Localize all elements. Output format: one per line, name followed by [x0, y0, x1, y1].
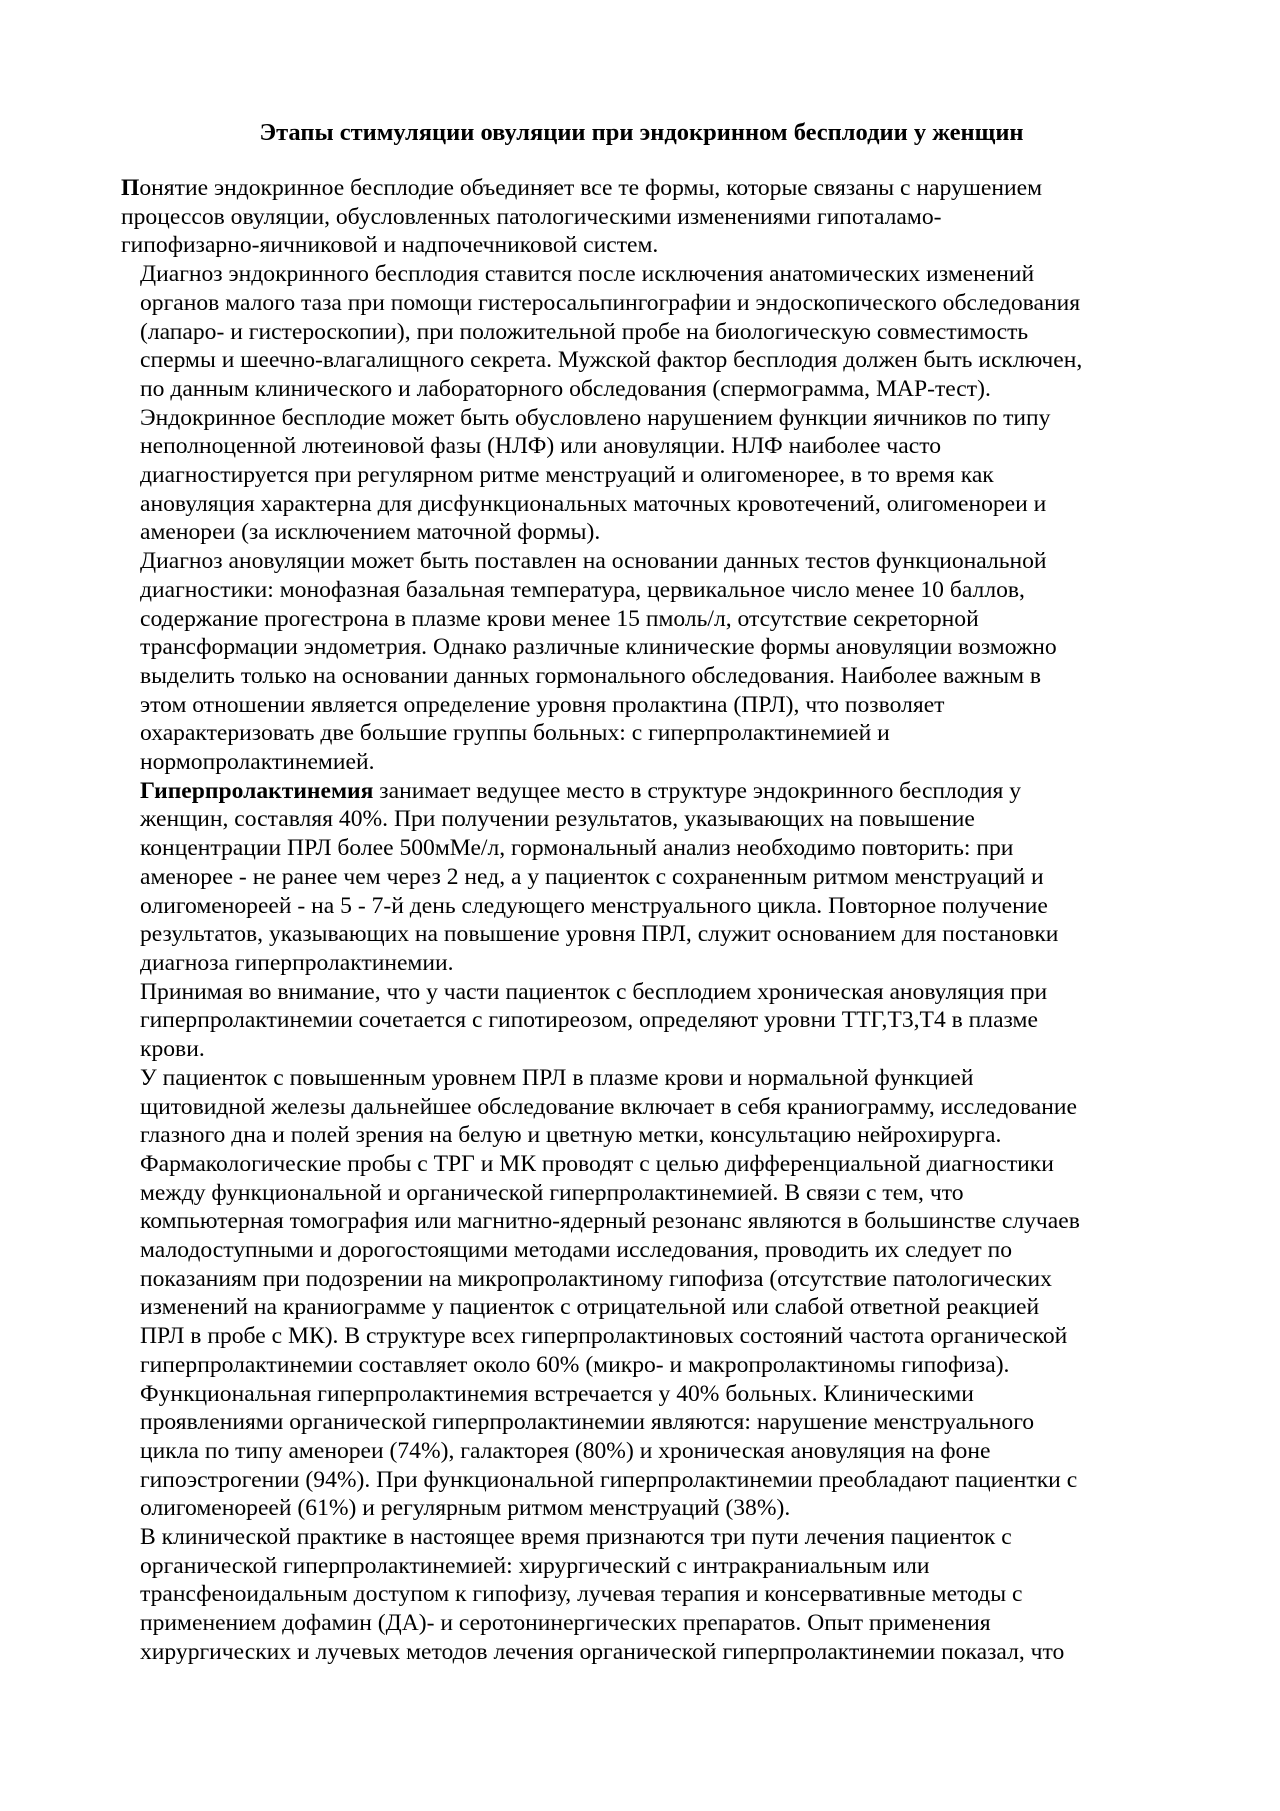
text-line: органической гиперпролактинемией: хирургический с интракраниальным или — [140, 1552, 930, 1579]
text-line: Фармакологические пробы с ТРГ и МК проводят с целью дифференциальной диагностики — [140, 1150, 1054, 1177]
text-line: диагностики: монофазная базальная температура, цервикальное число менее 10 баллов, — [140, 576, 1025, 603]
text-line: олигоменореей (61%) и регулярным ритмом менструаций (38%). — [140, 1495, 791, 1522]
text-line: изменений на краниограмме у пациенток с отрицательной или слабой ответной реакцией — [140, 1294, 1040, 1321]
drop-letter: П — [121, 175, 140, 201]
text-line: этом отношении является определение уровня пролактина (ПРЛ), что позволяет — [140, 691, 945, 718]
paragraph-diagnosis — [121, 260, 1162, 404]
text-line: Диагноз ановуляции может быть поставлен на основании данных тестов функциональной — [140, 548, 1047, 575]
text-line: выделить только на основании данных гормонального обследования. Наиболее важным в — [140, 662, 1042, 689]
text-line: гипофизарно-яичниковой и надпочечниковой систем. — [121, 232, 659, 259]
text-line: (лапаро- и гистероскопии), при положительной пробе на биологическую совместимость — [140, 318, 1029, 345]
text-line: аменорее - не ранее чем через 2 нед, а у пациенток с сохраненным ритмом менструаций и — [140, 863, 1044, 890]
text-line: глазного дна и полей зрения на белую и цветную метки, консультацию нейрохирурга. — [140, 1122, 1002, 1149]
text-line: У пациенток с повышенным уровнем ПРЛ в плазме крови и нормальной функцией — [140, 1064, 974, 1091]
text-line: гипоэстрогении (94%). При функциональной гиперпролактинемии преобладают пациентки с — [140, 1466, 1078, 1493]
text-line: малодоступными и дорогостоящими методами исследования, проводить их следует по — [140, 1237, 1013, 1264]
text-line: спермы и шеечно-влагалищного секрета. Мужской фактор бесплодия должен быть исключен, — [140, 347, 1083, 374]
text-line: олигоменореей - на 5 - 7-й день следующего менструального цикла. Повторное получение — [140, 892, 1048, 919]
text-line: Эндокринное бесплодие может быть обусловлено нарушением функции яичников по типу — [140, 404, 1051, 431]
text-line: В клинической практике в настоящее время признаются три пути лечения пациенток с — [140, 1524, 1012, 1551]
text-line: гиперпролактинемии составляет около 60% (микро- и макропролактиномы гипофиза). — [140, 1351, 1010, 1378]
text-line: Диагноз эндокринного бесплодия ставится после исключения анатомических изменений — [140, 261, 1035, 288]
paragraph-causes — [121, 404, 1162, 548]
text-line: крови. — [140, 1036, 205, 1063]
paragraph-treatment — [121, 1523, 1162, 1667]
text-line: щитовидной железы дальнейшее обследование включает в себя краниограмму, исследование — [140, 1093, 1077, 1120]
bold-term: Гиперпролактинемия — [140, 777, 374, 804]
text-line: неполноценной лютеиновой фазы (НЛФ) или ановуляции. НЛФ наиболее часто — [140, 433, 942, 460]
text-line: органов малого таза при помощи гистеросальпингографии и эндоскопического обследования — [140, 289, 1081, 316]
text-line: применением дофамин (ДА)- и серотонинергических препаратов. Опыт применения — [140, 1610, 991, 1637]
text-line: компьютерная томография или магнитно-ядерный резонанс являются в большинстве случаев — [140, 1208, 1080, 1235]
text-line: проявлениями органической гиперпролактинемии являются: нарушение менструального — [140, 1409, 1035, 1436]
text-line: женщин, составляя 40%. При получении результатов, указывающих на повышение — [140, 806, 975, 833]
text-line: диагностируется при регулярном ритме менструаций и олигоменорее, в то время как — [140, 462, 994, 489]
document-title: Этапы стимуляции овуляции при эндокринном бесплодии у женщин — [259, 119, 1024, 146]
paragraph-anovulation — [121, 547, 1162, 777]
paragraph-examination — [121, 1064, 1162, 1523]
text-line: ПРЛ в пробе с МК). В структуре всех гиперпролактиновых состояний частота органической — [140, 1323, 1068, 1350]
text-line: диагноза гиперпролактинемии. — [140, 949, 454, 976]
text-line: показаниям при подозрении на микропролактиному гипофиза (отсутствие патологических — [140, 1265, 1052, 1292]
text-line: процессов овуляции, обусловленных патологическими изменениями гипоталамо- — [121, 203, 942, 230]
text-line: Гиперпролактинемия занимает ведущее место в структуре эндокринного бесплодия у — [140, 777, 1022, 804]
text-line: гиперпролактинемии сочетается с гипотиреозом, определяют уровни ТТГ,Т3,Т4 в плазме — [140, 1007, 1038, 1034]
text-line: трансфеноидальным доступом к гипофизу, лучевая терапия и консервативные методы с — [140, 1581, 1023, 1608]
text-line: охарактеризовать две большие группы больных: с гиперпролактинемией и — [140, 720, 890, 747]
text-line: по данным клинического и лабораторного обследования (спермограмма, МАР-тест). — [140, 375, 991, 402]
text-line: аменореи (за исключением маточной формы). — [140, 519, 601, 546]
paragraph-hypothyroidism — [121, 978, 1162, 1064]
text-line: содержание прогестрона в плазме крови менее 15 пмоль/л, отсутствие секреторной — [140, 605, 979, 632]
text-line: Понятие эндокринное бесплодие объединяет все те формы, которые связаны с нарушением — [121, 175, 1043, 201]
text-line: результатов, указывающих на повышение уровня ПРЛ, служит основанием для постановки — [140, 921, 1059, 948]
paragraph-hyperprolactinemia — [121, 777, 1162, 978]
text-line: концентрации ПРЛ более 500мМе/л, гормональный анализ необходимо повторить: при — [140, 835, 1014, 862]
text-line: цикла по типу аменореи (74%), галакторея (80%) и хроническая ановуляция на фоне — [140, 1437, 991, 1464]
text-line: Функциональная гиперпролактинемия встречается у 40% больных. Клиническими — [140, 1380, 974, 1407]
text-line: нормопролактинемией. — [140, 749, 375, 776]
text-line: хирургических и лучевых методов лечения органической гиперпролактинемии показал, что — [140, 1638, 1065, 1665]
text-line: Принимая во внимание, что у части пациенток с бесплодием хроническая ановуляция при — [140, 978, 1048, 1005]
document-page — [121, 118, 1162, 1667]
text-line: ановуляция характерна для дисфункциональных маточных кровотечений, олигоменореи и — [140, 490, 1047, 517]
paragraph-intro — [121, 174, 1162, 260]
text-line: между функциональной и органической гиперпролактинемией. В связи с тем, что — [140, 1179, 964, 1206]
text-line: трансформации эндометрия. Однако различные клинические формы ановуляции возможно — [140, 634, 1057, 661]
